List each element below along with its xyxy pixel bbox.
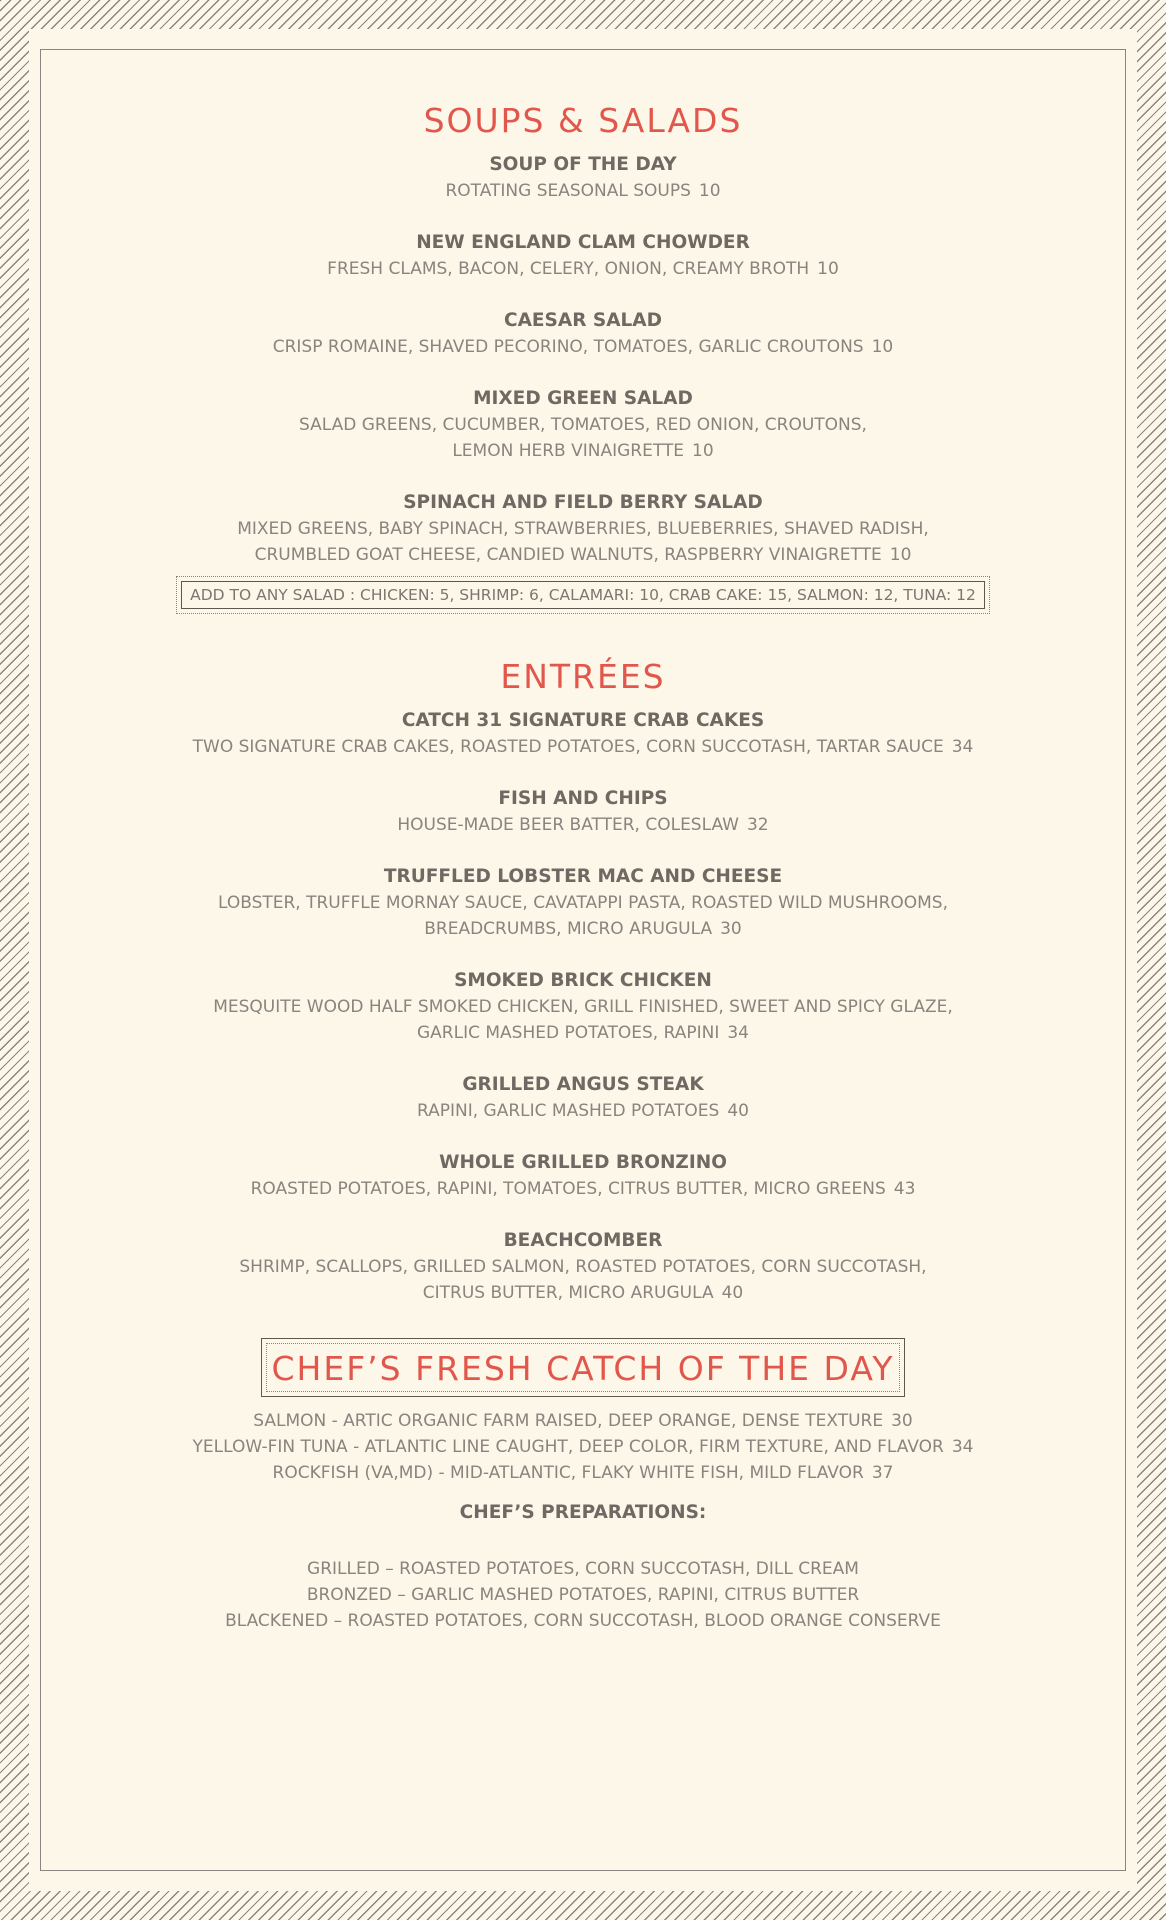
description-text: CRISP ROMAINE, SHAVED PECORINO, TOMATOES, GARLIC CROUTONS [272,337,864,357]
fish-item [29,1460,1137,1486]
salad-addon-box [176,576,990,614]
menu-item-description [29,734,1137,760]
menu-item-name: WHOLE GRILLED BRONZINO [439,1152,727,1173]
menu-item-price: 10 [817,259,839,279]
menu-item-price: 43 [893,1179,916,1199]
fish-item [29,1408,1137,1434]
menu-item-description [29,1280,1137,1306]
preparation-item: BLACKENED – ROASTED POTATOES, CORN SUCCOTASH, BLOOD ORANGE CONSERVE [225,1611,941,1631]
menu-item-price: 40 [727,1101,749,1121]
menu-item-price: 10 [692,441,714,461]
menu-item-name: NEW ENGLAND CLAM CHOWDER [416,232,750,253]
menu-item-description [29,178,1137,204]
fish-description: YELLOW-FIN TUNA - ATLANTIC LINE CAUGHT, DEEP COLOR, FIRM TEXTURE, AND FLAVOR [192,1437,944,1457]
soups-salads-list [29,152,1137,568]
preparations-heading: CHEF’S PREPARATIONS: [459,1502,707,1523]
menu-item [29,152,1137,204]
description-text: CITRUS BUTTER, MICRO ARUGULA [422,1283,714,1303]
fresh-catch-box [261,1338,904,1397]
menu-item [29,308,1137,360]
menu-item [29,230,1137,282]
menu-item-name: SMOKED BRICK CHICKEN [454,970,712,991]
soups-salads-title: SOUPS & SALADS [423,101,743,140]
description-text: RAPINI, GARLIC MASHED POTATOES [417,1101,720,1121]
menu-item-description [29,1020,1137,1046]
entrees-title: ENTRÉES [500,657,666,696]
menu-item-price: 10 [889,545,912,565]
menu-item [29,386,1137,464]
description-text: SHRIMP, SCALLOPS, GRILLED SALMON, ROASTED POTATOES, CORN SUCCOTASH, [239,1257,927,1277]
description-text: SALAD GREENS, CUCUMBER, TOMATOES, RED ONION, CROUTONS, [299,415,867,435]
menu-content [29,29,1137,1634]
menu-item-price: 34 [951,737,974,757]
fish-description: ROCKFISH (VA,MD) - MID-ATLANTIC, FLAKY WHITE FISH, MILD FLAVOR [272,1463,864,1483]
menu-item-description [29,438,1137,464]
menu-page [29,29,1137,1891]
menu-item-price: 10 [698,181,721,201]
menu-item-name: CAESAR SALAD [504,310,662,331]
menu-item-description [29,1176,1137,1202]
menu-item-description [29,1254,1137,1280]
fish-description: SALMON - ARTIC ORGANIC FARM RAISED, DEEP ORANGE, DENSE TEXTURE [253,1411,884,1431]
menu-item [29,1150,1137,1202]
menu-item-description [29,890,1137,916]
menu-item-description [29,412,1137,438]
preparations-list [29,1556,1137,1634]
preparation-item: BRONZED – GARLIC MASHED POTATOES, RAPINI, CITRUS BUTTER [306,1585,860,1605]
menu-item-price: 32 [746,815,769,835]
fish-item [29,1434,1137,1460]
menu-item [29,1072,1137,1124]
description-text: GARLIC MASHED POTATOES, RAPINI [417,1023,720,1043]
menu-item-price: 34 [727,1023,749,1043]
fish-price: 30 [891,1411,913,1431]
description-text: FRESH CLAMS, BACON, CELERY, ONION, CREAMY BROTH [327,259,810,279]
menu-item-name: SOUP OF THE DAY [489,154,677,175]
description-text: LEMON HERB VINAIGRETTE [452,441,685,461]
menu-item [29,864,1137,942]
description-text: BREADCRUMBS, MICRO ARUGULA [424,919,713,939]
menu-item-description [29,542,1137,568]
menu-item [29,1228,1137,1306]
description-text: TWO SIGNATURE CRAB CAKES, ROASTED POTATOES, CORN SUCCOTASH, TARTAR SAUCE [192,737,944,757]
menu-item [29,490,1137,568]
description-text: ROASTED POTATOES, RAPINI, TOMATOES, CITRUS BUTTER, MICRO GREENS [250,1179,886,1199]
menu-item-description [29,994,1137,1020]
description-text: CRUMBLED GOAT CHEESE, CANDIED WALNUTS, RASPBERRY VINAIGRETTE [254,545,882,565]
menu-item-name: FISH AND CHIPS [498,788,668,809]
menu-item [29,786,1137,838]
menu-item-description [29,812,1137,838]
fish-price: 34 [951,1437,974,1457]
menu-item-description [29,334,1137,360]
menu-item-name: MIXED GREEN SALAD [473,388,693,409]
salad-addon-text: ADD TO ANY SALAD : CHICKEN: 5, SHRIMP: 6, CALAMARI: 10, CRAB CAKE: 15, SALMON: 12, TUNA: 12 [181,581,985,609]
menu-item-description [29,516,1137,542]
menu-item-price: 30 [720,919,742,939]
menu-item [29,708,1137,760]
menu-item-name: CATCH 31 SIGNATURE CRAB CAKES [401,710,765,731]
description-text: HOUSE-MADE BEER BATTER, COLESLAW [397,815,739,835]
description-text: ROTATING SEASONAL SOUPS [445,181,691,201]
fish-price: 37 [871,1463,894,1483]
description-text: MIXED GREENS, BABY SPINACH, STRAWBERRIES, BLUEBERRIES, SHAVED RADISH, [237,519,929,539]
description-text: MESQUITE WOOD HALF SMOKED CHICKEN, GRILL FINISHED, SWEET AND SPICY GLAZE, [213,997,953,1017]
menu-item [29,968,1137,1046]
description-text: LOBSTER, TRUFFLE MORNAY SAUCE, CAVATAPPI PASTA, ROASTED WILD MUSHROOMS, [217,893,949,913]
entrees-list [29,708,1137,1306]
menu-item-name: BEACHCOMBER [503,1230,663,1251]
menu-item-price: 10 [871,337,894,357]
menu-item-price: 40 [721,1283,744,1303]
menu-item-description [29,256,1137,282]
menu-item-name: SPINACH AND FIELD BERRY SALAD [403,492,763,513]
menu-item-description [29,1098,1137,1124]
menu-item-name: GRILLED ANGUS STEAK [462,1074,704,1095]
fresh-catch-title: CHEF’S FRESH CATCH OF THE DAY [266,1343,899,1392]
preparation-item: GRILLED – ROASTED POTATOES, CORN SUCCOTASH, DILL CREAM [307,1559,859,1579]
menu-item-description [29,916,1137,942]
menu-item-name: TRUFFLED LOBSTER MAC AND CHEESE [383,866,783,887]
fish-list [29,1408,1137,1486]
